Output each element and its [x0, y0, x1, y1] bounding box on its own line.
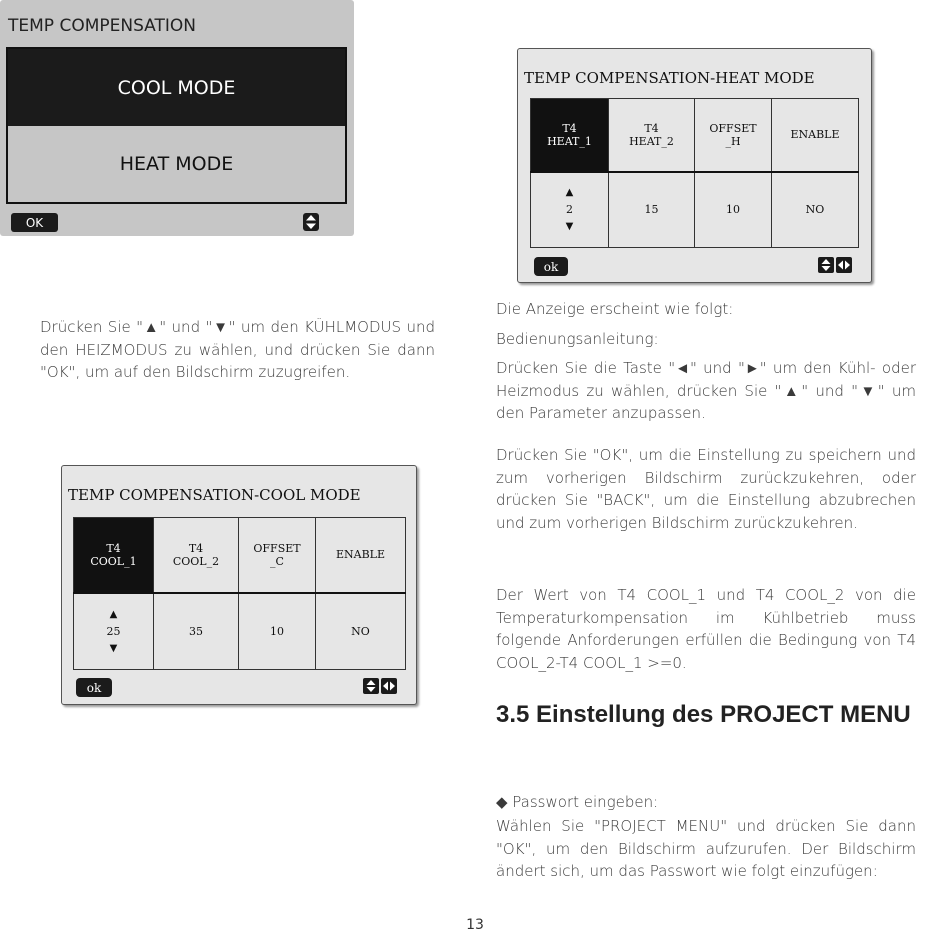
left-right-arrows-icon — [836, 257, 852, 273]
mode-adjust-instructions: Drücken Sie die Taste "◄" und "►" um den Kühl- oder Heizmodus zu wählen, drücken Sie "▲" und "▼" um den Parameter anzupassen. — [496, 359, 916, 422]
temp-compensation-cool-mode-screen — [61, 465, 417, 705]
navigation-arrows — [363, 678, 397, 694]
mode-menu — [6, 47, 347, 204]
up-down-arrows-icon — [303, 213, 319, 231]
header-offset-h[interactable]: OFFSET _H — [695, 99, 772, 172]
value-t4-heat-1: 2 — [566, 203, 573, 217]
value-enable[interactable]: NO — [316, 593, 406, 670]
screen-title: TEMP COMPENSATION-COOL MODE — [68, 486, 361, 504]
up-down-arrows-icon — [363, 678, 379, 694]
mode-selection-instructions: Drücken Sie "▲" und "▼" um den KÜHLMODUS und den HEIZMODUS zu wählen, und drücken Sie dann "OK", um auf den Bildschirm zuzugreifen. — [40, 318, 435, 381]
operating-instructions-label: Bedienungsanleitung: — [496, 330, 659, 348]
value-cell-t4-heat-1[interactable] — [531, 172, 609, 248]
header-t4-cool-2[interactable]: T4 COOL_2 — [154, 518, 239, 593]
cool-parameter-table — [73, 517, 406, 670]
header-t4-cool-1[interactable]: T4 COOL_1 — [74, 518, 154, 593]
project-menu-instructions: Wählen Sie "PROJECT MENU" und drücken Sie dann "OK", um den Bildschirm aufzurufen. Der Bildschirm ändert sich, um das Passwort wie folgt einzufügen: — [496, 817, 916, 880]
header-enable[interactable]: ENABLE — [316, 518, 406, 593]
menu-option-cool-mode[interactable]: COOL MODE — [8, 49, 345, 126]
up-arrow-icon: ▲ — [565, 187, 574, 199]
save-cancel-instructions: Drücken Sie "OK", um die Einstellung zu speichern und zum vorherigen Bildschirm zurückzukehren, oder drücken Sie "BACK", um die Einstellung abzubrechen und zum vorherigen Bildschirm zurückzukehren. — [496, 446, 916, 532]
value-t4-cool-2[interactable]: 35 — [154, 593, 239, 670]
screen-title: TEMP COMPENSATION-HEAT MODE — [524, 69, 815, 87]
header-offset-c[interactable]: OFFSET _C — [239, 518, 316, 593]
ok-button[interactable]: ok — [76, 678, 112, 697]
down-arrow-icon: ▼ — [109, 642, 118, 654]
temp-compensation-heat-mode-screen — [517, 48, 872, 283]
ok-button[interactable]: ok — [534, 257, 568, 276]
header-t4-heat-2[interactable]: T4 HEAT_2 — [609, 99, 695, 172]
page-number: 13 — [466, 917, 484, 933]
menu-option-heat-mode[interactable]: HEAT MODE — [119, 153, 234, 175]
up-arrow-icon: ▲ — [109, 608, 118, 620]
up-down-arrows-icon — [818, 257, 834, 273]
cool-value-requirement: Der Wert von T4 COOL_1 und T4 COOL_2 von die Temperaturkompensation im Kühlbetrieb muss folgende Anforderungen erfüllen die Bedingung von T4 COOL_2-T4 COOL_1 >=0. — [496, 586, 916, 672]
value-t4-heat-2[interactable]: 15 — [609, 172, 695, 248]
down-arrow-icon: ▼ — [565, 221, 574, 233]
heat-parameter-table — [530, 98, 859, 248]
value-enable[interactable]: NO — [772, 172, 859, 248]
value-offset-c[interactable]: 10 — [239, 593, 316, 670]
value-offset-h[interactable]: 10 — [695, 172, 772, 248]
value-t4-cool-1: 25 — [106, 624, 121, 638]
ok-button[interactable]: OK — [11, 213, 58, 232]
password-bullet: ◆ Passwort eingeben: — [496, 793, 659, 811]
screen-title: TEMP COMPENSATION — [8, 16, 196, 36]
left-right-arrows-icon — [381, 678, 397, 694]
navigation-arrows — [818, 257, 852, 273]
section-heading: 3.5 Einstellung des PROJECT MENU — [496, 701, 911, 728]
temp-compensation-screen — [0, 0, 354, 236]
display-intro: Die Anzeige erscheint wie folgt: — [496, 300, 734, 318]
value-cell-t4-cool-1[interactable] — [74, 593, 154, 670]
header-t4-heat-1[interactable]: T4 HEAT_1 — [531, 99, 609, 172]
header-enable[interactable]: ENABLE — [772, 99, 859, 172]
